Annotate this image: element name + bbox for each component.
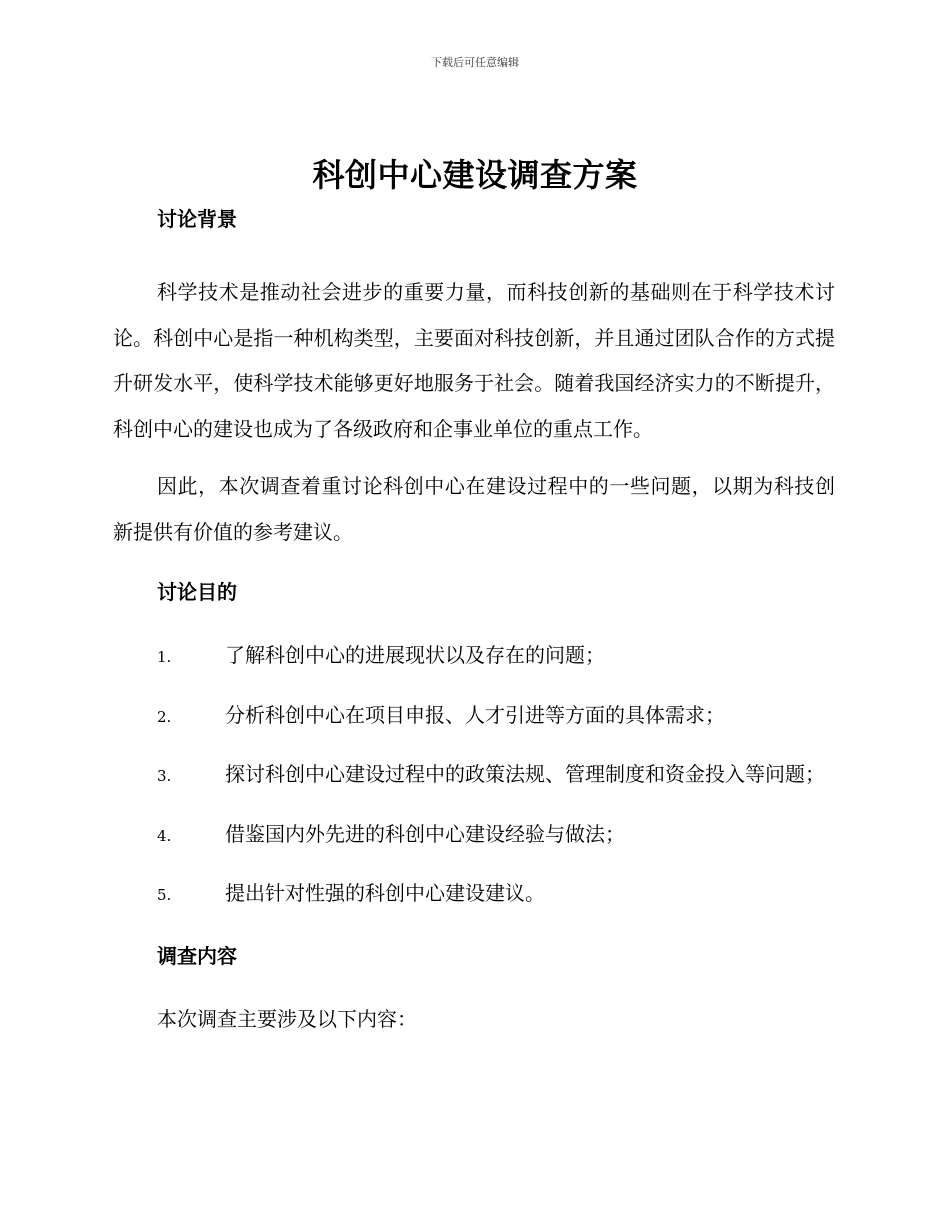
- list-item-number: 4.: [157, 826, 172, 845]
- background-paragraph-1: 科学技术是推动社会进步的重要力量，而科技创新的基础则在于科学技术讨论。科创中心是指一种机构类型，主要面对科技创新，并且通过团队合作的方式提升研发水平，使科学技术能够更好地服务于社会。随着我国经济实力的不断提升，科创中心的建设也成为了各级政府和企事业单位的重点工作。: [113, 280, 835, 441]
- list-item-number: 1.: [157, 648, 172, 666]
- list-item: [113, 693, 835, 741]
- list-item-number: 2.: [157, 707, 172, 726]
- section-heading-content: 调查内容: [157, 943, 237, 968]
- list-item-text: 提出针对性强的科创中心建设建议。: [225, 881, 545, 905]
- document-title: 科创中心建设调查方案: [312, 156, 638, 194]
- list-item: [113, 871, 835, 919]
- content-intro: 本次调查主要涉及以下内容：: [157, 1006, 417, 1031]
- list-item-text: 借鉴国内外先进的科创中心建设经验与做法；: [225, 821, 625, 846]
- list-item-text: 了解科创中心的进展现状以及存在的问题；: [225, 643, 605, 667]
- list-item: [113, 752, 835, 800]
- list-item: [113, 812, 835, 860]
- list-item: [113, 633, 835, 681]
- header-note: 下载后可任意编辑: [431, 56, 519, 69]
- document-body: [113, 204, 835, 1042]
- list-item-number: 5.: [157, 886, 172, 904]
- list-item-text: 分析科创中心在项目申报、人才引进等方面的具体需求；: [225, 702, 725, 727]
- list-item-text: 探讨科创中心建设过程中的政策法规、管理制度和资金投入等问题；: [225, 762, 825, 786]
- background-paragraph-2: 因此，本次调查着重讨论科创中心在建设过程中的一些问题，以期为科技创新提供有价值的参考建议。: [113, 474, 835, 544]
- list-item-number: 3.: [157, 767, 172, 785]
- section-heading-purpose: 讨论目的: [157, 580, 237, 604]
- section-heading-background: 讨论背景: [157, 207, 237, 231]
